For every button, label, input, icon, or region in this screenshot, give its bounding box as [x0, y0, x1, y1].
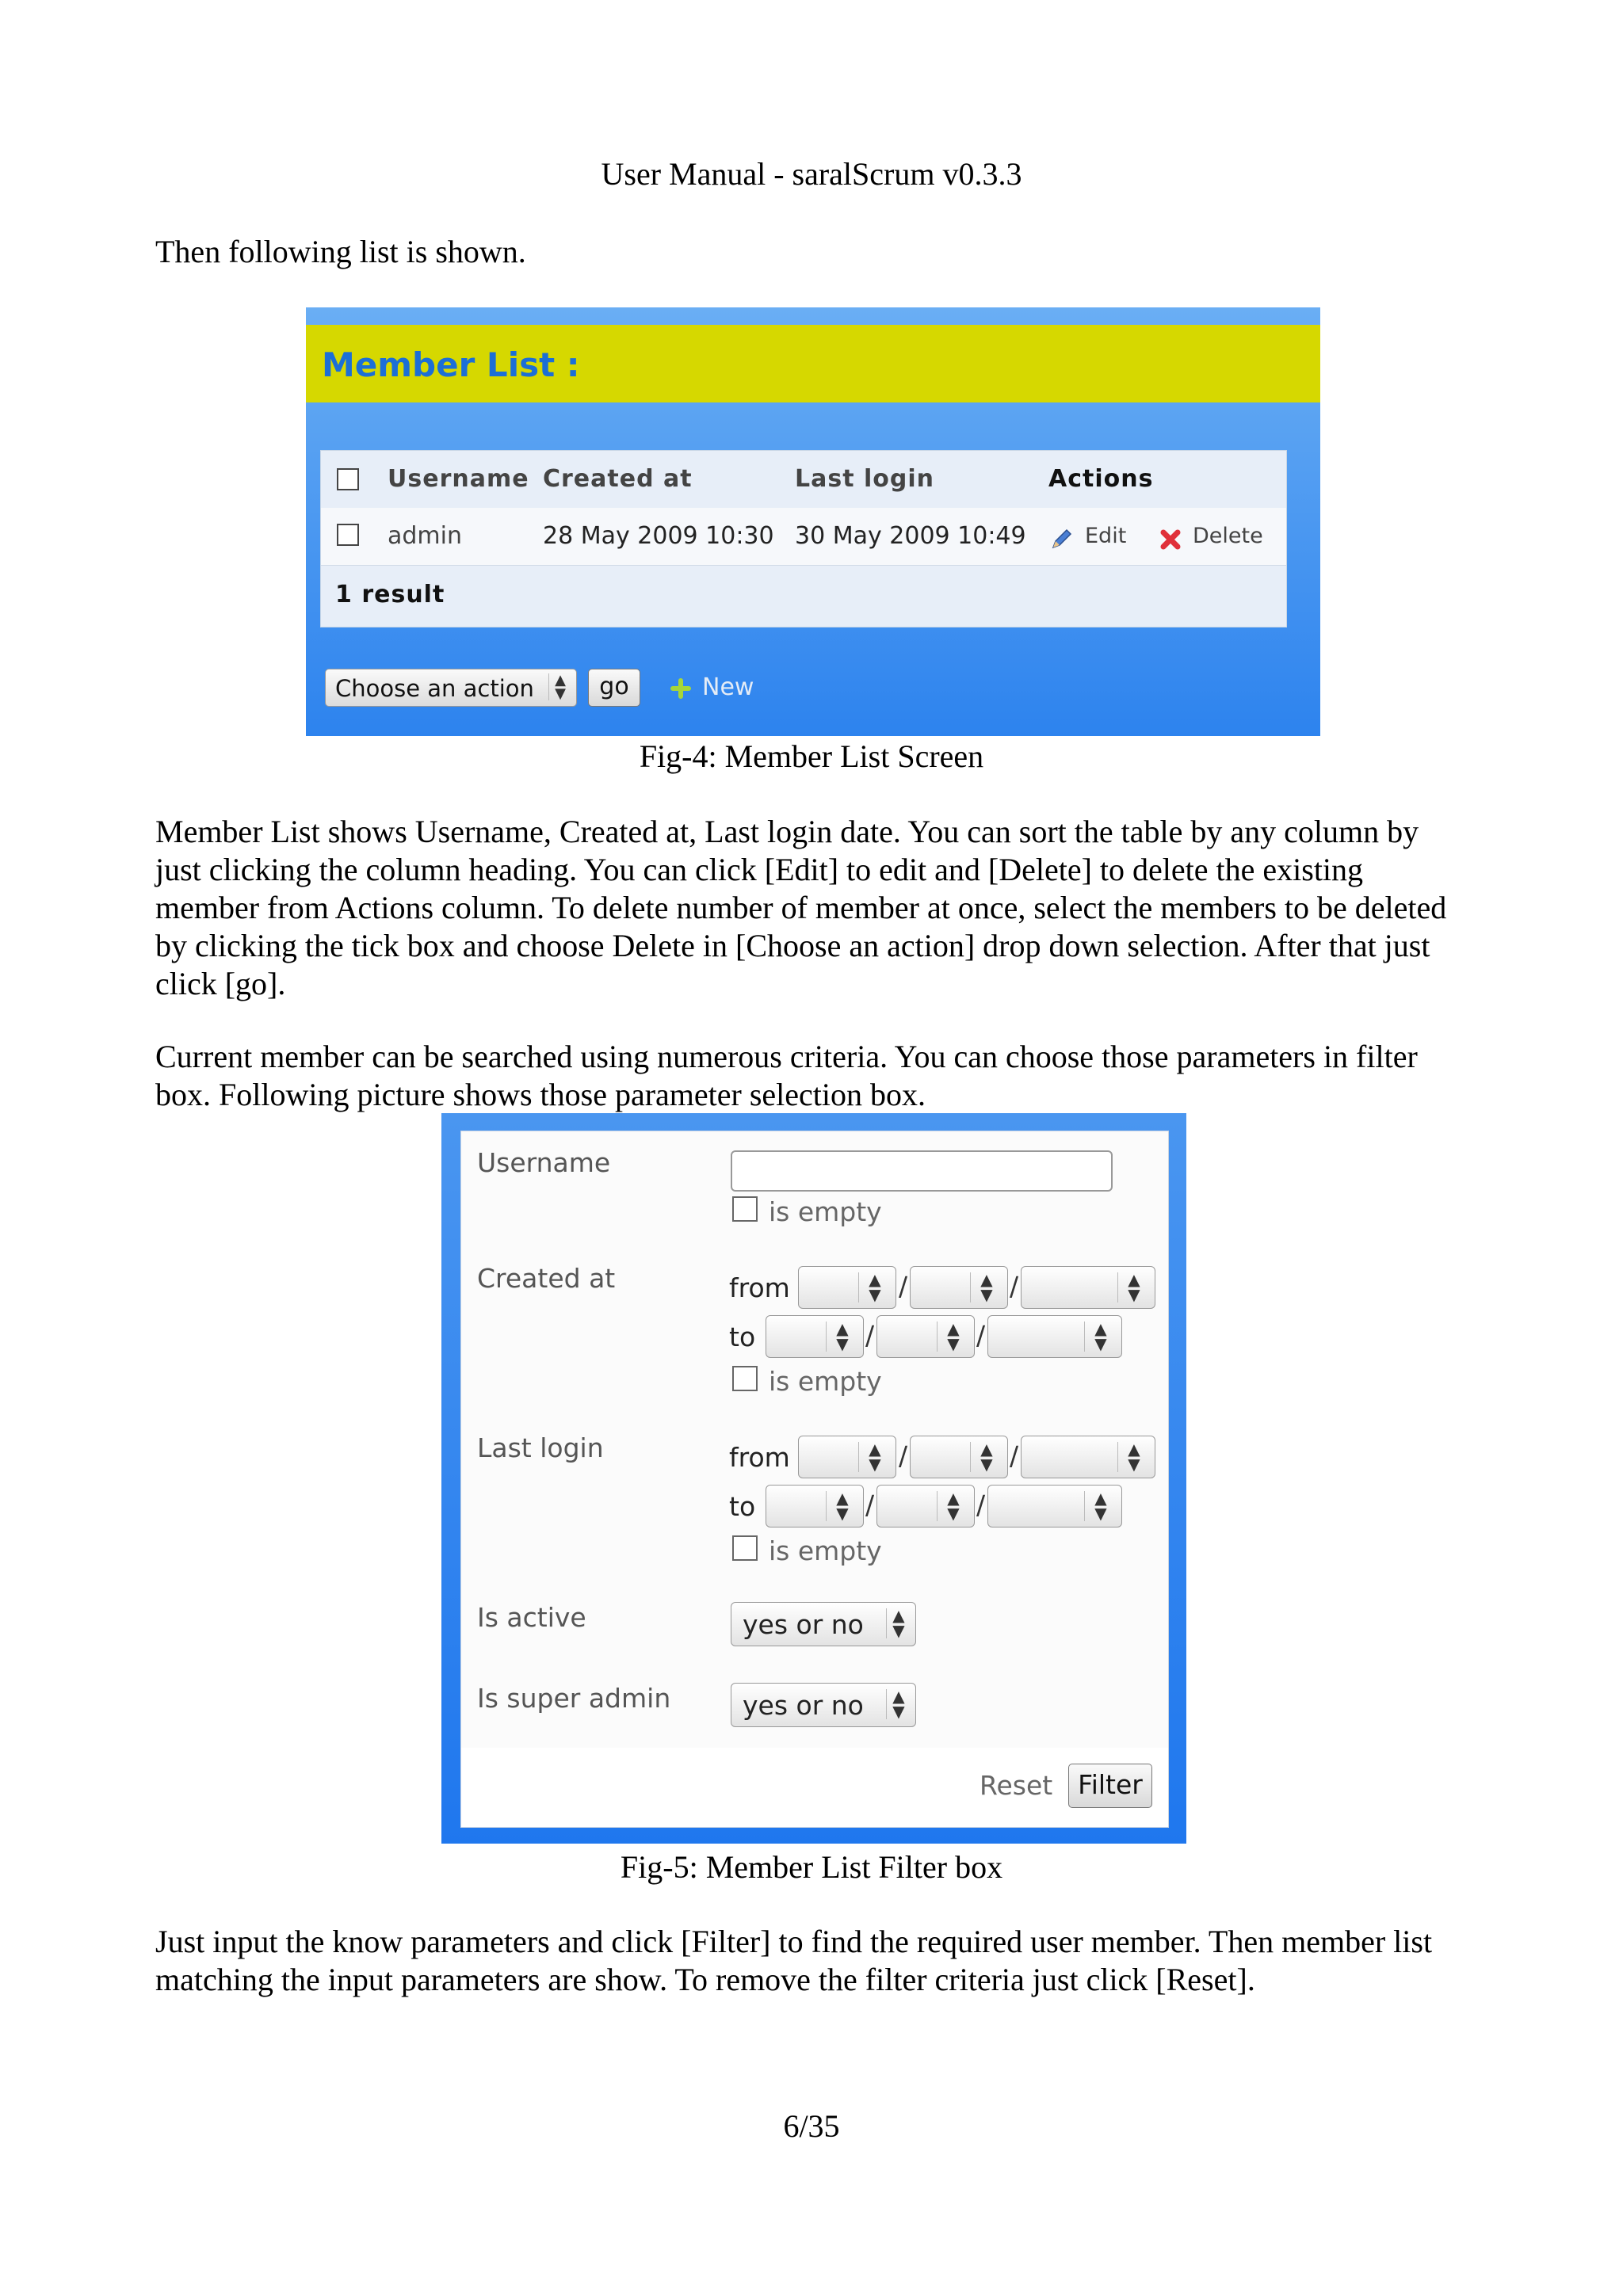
cell-username: admin: [388, 522, 462, 550]
updown-arrows-icon: ▲ ▼: [886, 1689, 911, 1719]
is-active-value: yes or no: [743, 1609, 864, 1640]
member-list-titlebar: [306, 325, 1320, 402]
login-from-year-select[interactable]: [1021, 1436, 1155, 1478]
filter-button[interactable]: Filter: [1068, 1764, 1152, 1808]
paragraph-search: Current member can be searched using numerous criteria. You can choose those parameters in filter box. Following picture shows those parameter selection box.: [155, 1039, 1418, 1112]
fig4-caption: Fig-4: Member List Screen: [639, 738, 984, 774]
super-admin-value: yes or no: [743, 1690, 864, 1721]
filter-row-last-login: [461, 1417, 1168, 1588]
cell-last-login: 30 May 2009 10:49: [795, 522, 1026, 550]
new-label: New: [702, 673, 754, 701]
updown-arrows-icon: ▲ ▼: [548, 673, 571, 700]
login-from-month-select[interactable]: [910, 1436, 1008, 1478]
page-header: User Manual - saralScrum v0.3.3: [601, 156, 1022, 192]
separator: /: [899, 1271, 908, 1302]
table-footer-row: [321, 565, 1286, 627]
created-empty-label: is empty: [769, 1366, 882, 1397]
created-from-year-select[interactable]: [1021, 1266, 1155, 1309]
member-list-title: Member List :: [322, 345, 580, 384]
label-created-at: Created at: [477, 1263, 616, 1294]
table-row: [321, 508, 1286, 566]
label-super-admin: Is super admin: [477, 1683, 671, 1714]
page-number: 6/35: [783, 2108, 840, 2144]
result-count: 1 result: [335, 581, 445, 608]
cell-created-at: 28 May 2009 10:30: [543, 522, 774, 550]
separator: /: [865, 1489, 875, 1520]
reset-link[interactable]: Reset: [980, 1770, 1053, 1801]
username-empty-label: is empty: [769, 1196, 882, 1227]
filter-row-username: [461, 1131, 1168, 1250]
plus-icon: [670, 678, 691, 699]
cross-icon: [1159, 528, 1182, 551]
created-from-day-select[interactable]: [798, 1266, 896, 1309]
separator: /: [976, 1489, 986, 1520]
filter-form: [460, 1131, 1169, 1828]
created-empty-checkbox[interactable]: [732, 1366, 758, 1391]
updown-arrows-icon: ▲ ▼: [970, 1272, 1002, 1302]
row-checkbox[interactable]: [337, 524, 359, 546]
separator: /: [865, 1320, 875, 1351]
is-active-select[interactable]: [731, 1602, 916, 1646]
created-to-day-select[interactable]: [766, 1315, 864, 1358]
filter-box-panel: [441, 1113, 1186, 1844]
created-from-month-select[interactable]: [910, 1266, 1008, 1309]
username-input[interactable]: [731, 1150, 1113, 1192]
updown-arrows-icon: ▲ ▼: [1084, 1491, 1117, 1521]
member-table: [320, 450, 1287, 627]
new-link[interactable]: [670, 672, 766, 704]
label-username: Username: [477, 1147, 611, 1178]
paragraph-filter: Just input the know parameters and click [Filter] to find the required user member. Then member list matching the input parameters are show. To remove the filter criteria just click [Reset].: [155, 1924, 1433, 1997]
updown-arrows-icon: ▲ ▼: [858, 1442, 891, 1472]
batch-action-value: Choose an action: [335, 675, 534, 702]
select-all-checkbox[interactable]: [337, 468, 359, 490]
delete-label: Delete: [1193, 524, 1263, 548]
paragraph-member-list: Member List shows Username, Created at, Last login date. You can sort the table by any column by just clicking the column heading. You can click [Edit] to edit and [Delete] to delete the existing member from Actions column. To delete number of member at once, select the members to be deleted by clicking the tick box and choose Delete in [Choose an action] drop down selection. After that just click [go].: [155, 814, 1447, 1001]
delete-link[interactable]: [1159, 525, 1278, 552]
updown-arrows-icon: ▲ ▼: [1084, 1322, 1117, 1352]
login-empty-checkbox[interactable]: [732, 1535, 758, 1561]
edit-link[interactable]: [1050, 525, 1153, 552]
login-from-day-select[interactable]: [798, 1436, 896, 1478]
created-from-label: from: [729, 1272, 790, 1303]
separator: /: [1010, 1440, 1019, 1471]
login-empty-label: is empty: [769, 1535, 882, 1566]
updown-arrows-icon: ▲ ▼: [826, 1491, 858, 1521]
filter-row-is-active: [461, 1586, 1168, 1669]
filter-row-super-admin: [461, 1667, 1168, 1749]
updown-arrows-icon: ▲ ▼: [1117, 1442, 1150, 1472]
go-button[interactable]: go: [588, 669, 640, 707]
updown-arrows-icon: ▲ ▼: [886, 1608, 911, 1638]
batch-action-select[interactable]: [325, 669, 577, 707]
created-to-label: to: [729, 1322, 756, 1352]
filter-actions-row: [461, 1748, 1168, 1827]
separator: /: [899, 1440, 908, 1471]
login-to-year-select[interactable]: [987, 1485, 1122, 1527]
login-to-month-select[interactable]: [876, 1485, 975, 1527]
label-last-login: Last login: [477, 1432, 604, 1463]
label-is-active: Is active: [477, 1602, 586, 1633]
edit-label: Edit: [1085, 524, 1127, 548]
updown-arrows-icon: ▲ ▼: [937, 1322, 969, 1352]
updown-arrows-icon: ▲ ▼: [858, 1272, 891, 1302]
login-from-label: from: [729, 1442, 790, 1473]
updown-arrows-icon: ▲ ▼: [826, 1322, 858, 1352]
column-created-at[interactable]: Created at: [543, 465, 693, 493]
fig5-caption: Fig-5: Member List Filter box: [620, 1849, 1003, 1885]
created-to-year-select[interactable]: [987, 1315, 1122, 1358]
pencil-icon: [1050, 527, 1074, 551]
intro-text: Then following list is shown.: [155, 234, 526, 269]
username-empty-checkbox[interactable]: [732, 1196, 758, 1222]
created-to-month-select[interactable]: [876, 1315, 975, 1358]
column-actions: Actions: [1048, 465, 1154, 493]
super-admin-select[interactable]: [731, 1683, 916, 1727]
separator: /: [1010, 1271, 1019, 1302]
login-to-day-select[interactable]: [766, 1485, 864, 1527]
column-last-login[interactable]: Last login: [795, 465, 935, 493]
member-list-panel: [306, 307, 1320, 736]
column-username[interactable]: Username: [388, 465, 529, 493]
updown-arrows-icon: ▲ ▼: [1117, 1272, 1150, 1302]
login-to-label: to: [729, 1491, 756, 1522]
updown-arrows-icon: ▲ ▼: [970, 1442, 1002, 1472]
separator: /: [976, 1320, 986, 1351]
updown-arrows-icon: ▲ ▼: [937, 1491, 969, 1521]
table-header-row: [321, 451, 1286, 509]
filter-row-created-at: [461, 1249, 1168, 1418]
